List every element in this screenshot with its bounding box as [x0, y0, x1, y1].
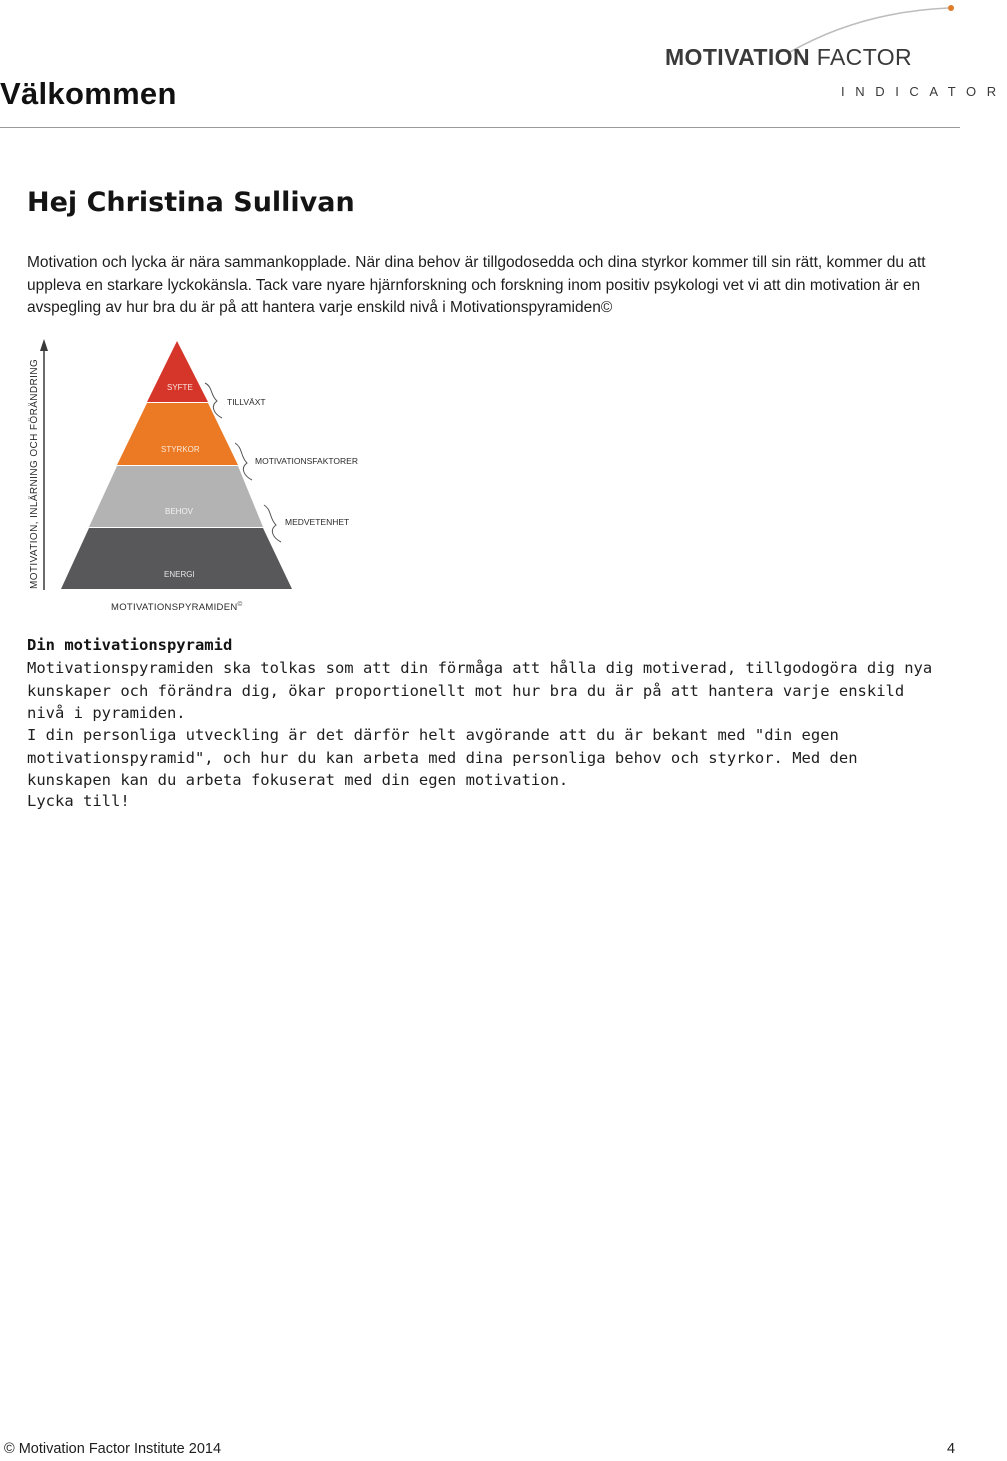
body-paragraph-1: Motivationspyramiden ska tolkas som att din förmåga att hålla dig motiverad, tillgodogöra dig nya kunskaper och förändra dig, ökar proportionellt mot hur bra du är på att hantera varje enskild nivå i pyramiden. [27, 659, 933, 722]
group-label-motivationsfaktorer: MOTIVATIONSFAKTORER [255, 456, 358, 466]
axis-arrow-head-icon [40, 339, 48, 351]
pyramid-caption-mark: © [237, 601, 243, 608]
group-label-medvetenhet: MEDVETENHET [285, 517, 350, 527]
logo-word-factor: FACTOR [816, 44, 913, 70]
pyramid-label-energi: ENERGI [164, 570, 195, 579]
pyramid-level-syfte [147, 341, 208, 402]
header-divider [0, 127, 960, 128]
pyramid-label-syfte: SYFTE [167, 383, 193, 392]
page-number: 4 [947, 1441, 956, 1457]
intro-paragraph: Motivation och lycka är nära sammankopplade. När dina behov är tillgodosedda och dina styrkor kommer till sin rätt, kommer du att uppleva en starkare lyckokänsla. Tack vare nyare hjärnforskning och forskning inom positiv psykologi vet vi att din motivation är en avspegling av hur bra du är på att hantera varje enskild nivå i Motivationspyramiden© [27, 254, 926, 316]
pyramid-level-energi [61, 528, 292, 589]
body-paragraph-2: I din personliga utveckling är det därför helt avgörande att du är bekant med "din egen motivationspyramid", och hur du kan arbeta med dina personliga behov och styrkor. Med den kunskapen kan du arbeta fokuserat med din egen motivation. [27, 726, 858, 789]
motivation-pyramid-figure [0, 335, 420, 620]
pyramid-label-styrkor: STYRKOR [161, 445, 200, 454]
pyramid-level-styrkor [117, 403, 238, 465]
pyramid-caption-text: MOTIVATIONSPYRAMIDEN [111, 602, 238, 613]
logo-word-motivation: MOTIVATION [665, 44, 810, 70]
pyramid-level-behov [89, 466, 263, 527]
axis-label: MOTIVATION, INLÄRNING OCH FÖRÄNDRING [29, 358, 40, 589]
group-label-tillvaxt: TILLVÄXT [227, 397, 266, 407]
footer-copyright: © Motivation Factor Institute 2014 [4, 1441, 222, 1457]
page-title: Välkommen [0, 76, 177, 111]
section-heading: Din motivationspyramid [27, 636, 233, 654]
logo-tagline: INDICATOR [841, 84, 1007, 99]
closing-line: Lycka till! [27, 792, 130, 810]
motivation-factor-logo [630, 0, 1007, 110]
pyramid-caption [111, 600, 243, 613]
pyramid-label-behov: BEHOV [165, 507, 194, 516]
greeting-heading: Hej Christina Sullivan [27, 187, 355, 218]
logo-wordmark [665, 44, 912, 71]
